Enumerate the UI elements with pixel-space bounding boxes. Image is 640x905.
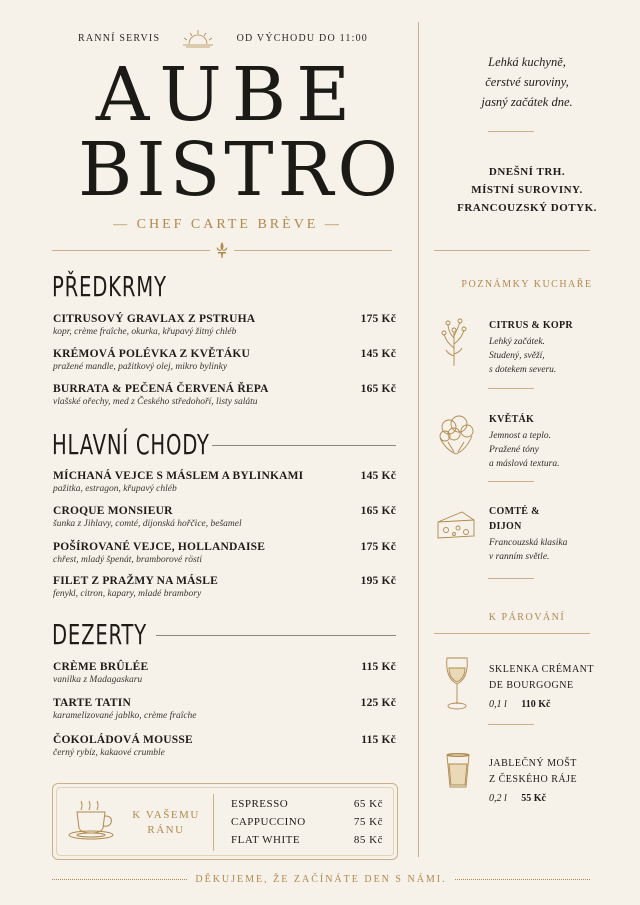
note-line: s dotekem severu. bbox=[489, 365, 557, 375]
item-name: MÍCHANÁ VEJCE S MÁSLEM A BYLINKAMI bbox=[53, 470, 304, 482]
sidebar-divider bbox=[488, 578, 534, 579]
pairing-name-line: Z ČESKÉHO RÁJE bbox=[489, 774, 578, 785]
menu-item bbox=[53, 661, 396, 685]
header-divider-right bbox=[234, 250, 392, 251]
item-price: 175 Kč bbox=[360, 313, 396, 325]
item-price: 145 Kč bbox=[360, 470, 396, 482]
note-line: Francouzská klasika bbox=[489, 538, 568, 548]
footer-text: DĚKUJEME, ŽE ZAČÍNÁTE DEN S NÁMI. bbox=[195, 874, 447, 885]
coffee-price: 85 Kč bbox=[353, 834, 383, 846]
item-price: 165 Kč bbox=[360, 505, 396, 517]
pairing-meta bbox=[489, 793, 599, 804]
footer-dots-left bbox=[52, 879, 187, 880]
coffee-name: CAPPUCCINO bbox=[231, 816, 306, 828]
section-rule-mains bbox=[212, 445, 396, 446]
tagline bbox=[432, 52, 622, 112]
item-name: CROQUE MONSIEUR bbox=[53, 505, 173, 517]
sidebar-rule bbox=[434, 633, 590, 634]
item-price: 195 Kč bbox=[360, 575, 396, 587]
header-divider-left bbox=[52, 250, 210, 251]
item-description: pražené mandle, pažitkový olej, mikro bylinky bbox=[53, 362, 228, 372]
dill-icon bbox=[436, 318, 472, 368]
note-title: KVĚTÁK bbox=[489, 414, 535, 425]
section-title-mains: HLAVNÍ CHODY bbox=[52, 428, 210, 461]
note-line: v ranním světle. bbox=[489, 552, 550, 562]
market-line: DNEŠNÍ TRH. bbox=[488, 166, 566, 178]
menu-subtitle: — CHEF CARTE BRÈVE — bbox=[113, 217, 342, 232]
note-line: Pražené tóny bbox=[489, 445, 539, 455]
menu-item bbox=[53, 734, 396, 758]
column-divider bbox=[418, 22, 419, 857]
pairing-heading: K PÁROVÁNÍ bbox=[488, 612, 566, 623]
coffee-name: ESPRESSO bbox=[231, 798, 289, 810]
coffee-label-line1: K VAŠEMU bbox=[132, 809, 200, 821]
item-name: FILET Z PRAŽMY NA MÁSLE bbox=[53, 575, 218, 587]
menu-item bbox=[53, 575, 396, 599]
pairing-meta bbox=[489, 699, 599, 710]
coffee-item bbox=[231, 813, 383, 831]
item-description: kopr, crème fraîche, okurka, křupavý žitný chléb bbox=[53, 327, 237, 337]
pairing-name bbox=[489, 756, 599, 788]
footer bbox=[52, 874, 590, 885]
note-line: Studený, svěží, bbox=[489, 351, 545, 361]
note-title-line: COMTÉ & bbox=[489, 506, 540, 517]
service-label: RANNÍ SERVIS bbox=[78, 32, 161, 44]
chef-note bbox=[489, 412, 599, 471]
coffee-cup-icon bbox=[67, 798, 123, 842]
item-price: 115 Kč bbox=[361, 661, 396, 673]
pairing-volume: 0,1 l bbox=[489, 699, 507, 710]
item-name: ČOKOLÁDOVÁ MOUSSE bbox=[53, 734, 193, 746]
coffee-item bbox=[231, 795, 383, 813]
market-line: FRANCOUZSKÝ DOTYK. bbox=[457, 202, 597, 214]
footer-dots-right bbox=[455, 879, 590, 880]
market-line: MÍSTNÍ SUROVINY. bbox=[471, 184, 583, 196]
cauliflower-icon bbox=[436, 414, 476, 456]
note-line: Jemnost a teplo. bbox=[489, 431, 552, 441]
menu-item bbox=[53, 697, 396, 721]
item-description: chřest, mladý špenát, bramborové rösti bbox=[53, 555, 202, 565]
sidebar-divider bbox=[488, 388, 534, 389]
item-description: vlašské ořechy, med z Českého středohoří, listy salátu bbox=[53, 397, 258, 407]
fleur-de-lis-icon bbox=[214, 241, 230, 259]
coffee-item bbox=[231, 831, 383, 849]
item-price: 175 Kč bbox=[360, 541, 396, 553]
note-line: Lehký začátek. bbox=[489, 337, 545, 347]
note-title bbox=[489, 504, 599, 534]
sidebar-divider bbox=[488, 481, 534, 482]
tagline-line: Lehká kuchyně, bbox=[488, 55, 566, 69]
section-title-desserts: DEZERTY bbox=[52, 618, 147, 651]
section-rule-desserts bbox=[156, 635, 396, 636]
note-line: a máslová textura. bbox=[489, 459, 560, 469]
item-name: KRÉMOVÁ POLÉVKA Z KVĚTÁKU bbox=[53, 348, 251, 360]
coffee-name: FLAT WHITE bbox=[231, 834, 301, 846]
item-description: pažitka, estragon, křupavý chléb bbox=[53, 484, 177, 494]
item-description: šunka z Jihlavy, comté, dijonská hořčice, bešamel bbox=[53, 519, 242, 529]
coffee-label bbox=[131, 808, 201, 838]
note-text bbox=[489, 429, 599, 471]
coffee-list bbox=[231, 795, 383, 849]
chef-notes-heading: POZNÁMKY KUCHAŘE bbox=[461, 279, 593, 290]
note-title-line: DIJON bbox=[489, 521, 522, 532]
item-description: fenykl, citron, kapary, mladé brambory bbox=[53, 589, 202, 599]
pairing-name-line: JABLEČNÝ MOŠT bbox=[489, 758, 577, 769]
pairing-name-line: SKLENKA CRÉMANT bbox=[489, 664, 595, 675]
restaurant-title-line2: BISTRO bbox=[78, 127, 403, 213]
menu-item bbox=[53, 541, 396, 565]
item-description: karamelizované jablko, crème fraîche bbox=[53, 711, 197, 721]
wine-glass-icon bbox=[444, 656, 470, 712]
coffee-label-line2: RÁNU bbox=[147, 824, 185, 836]
menu-item bbox=[53, 383, 396, 407]
menu-item bbox=[53, 470, 396, 494]
note-text bbox=[489, 335, 599, 377]
pairing-item bbox=[489, 756, 599, 804]
sunrise-icon bbox=[179, 28, 217, 48]
item-name: BURRATA & PEČENÁ ČERVENÁ ŘEPA bbox=[53, 383, 269, 395]
item-name: TARTE TATIN bbox=[53, 697, 131, 709]
restaurant-title-line1: AUBE bbox=[95, 52, 361, 138]
item-name: CITRUSOVÝ GRAVLAX Z PSTRUHA bbox=[53, 313, 256, 325]
service-hours: OD VÝCHODU DO 11:00 bbox=[236, 32, 368, 44]
coffee-box bbox=[52, 783, 398, 860]
item-name: POŠÍROVANÉ VEJCE, HOLLANDAISE bbox=[53, 541, 266, 553]
coffee-divider bbox=[213, 794, 214, 851]
tagline-line: jasný začátek dne. bbox=[481, 95, 573, 109]
service-hours-line bbox=[78, 28, 368, 48]
pairing-name bbox=[489, 662, 599, 694]
cider-glass-icon bbox=[444, 752, 472, 790]
item-price: 165 Kč bbox=[360, 383, 396, 395]
pairing-volume: 0,2 l bbox=[489, 793, 507, 804]
pairing-name-line: DE BOURGOGNE bbox=[489, 680, 574, 691]
item-description: černý rybíz, kakaové crumble bbox=[53, 748, 165, 758]
sidebar-divider bbox=[488, 131, 534, 132]
market-statement bbox=[432, 163, 622, 217]
menu-item bbox=[53, 313, 396, 337]
pairing-item bbox=[489, 662, 599, 710]
coffee-price: 65 Kč bbox=[353, 798, 383, 810]
item-price: 125 Kč bbox=[360, 697, 396, 709]
item-price: 145 Kč bbox=[360, 348, 396, 360]
menu-item bbox=[53, 348, 396, 372]
sidebar-rule bbox=[434, 250, 590, 251]
pairing-price: 55 Kč bbox=[521, 793, 546, 804]
coffee-price: 75 Kč bbox=[353, 816, 383, 828]
note-title: CITRUS & KOPR bbox=[489, 320, 573, 331]
chef-note bbox=[489, 504, 599, 564]
item-price: 115 Kč bbox=[361, 734, 396, 746]
tagline-line: čerstvé suroviny, bbox=[485, 75, 569, 89]
sidebar-divider bbox=[488, 724, 534, 725]
item-description: vanilka z Madagaskaru bbox=[53, 675, 143, 685]
section-title-starters: PŘEDKRMY bbox=[52, 270, 167, 303]
pairing-price: 110 Kč bbox=[521, 699, 551, 710]
note-text bbox=[489, 536, 599, 564]
cheese-icon bbox=[436, 508, 476, 542]
item-name: CRÈME BRÛLÉE bbox=[53, 661, 149, 673]
menu-item bbox=[53, 505, 396, 529]
chef-note bbox=[489, 318, 599, 377]
